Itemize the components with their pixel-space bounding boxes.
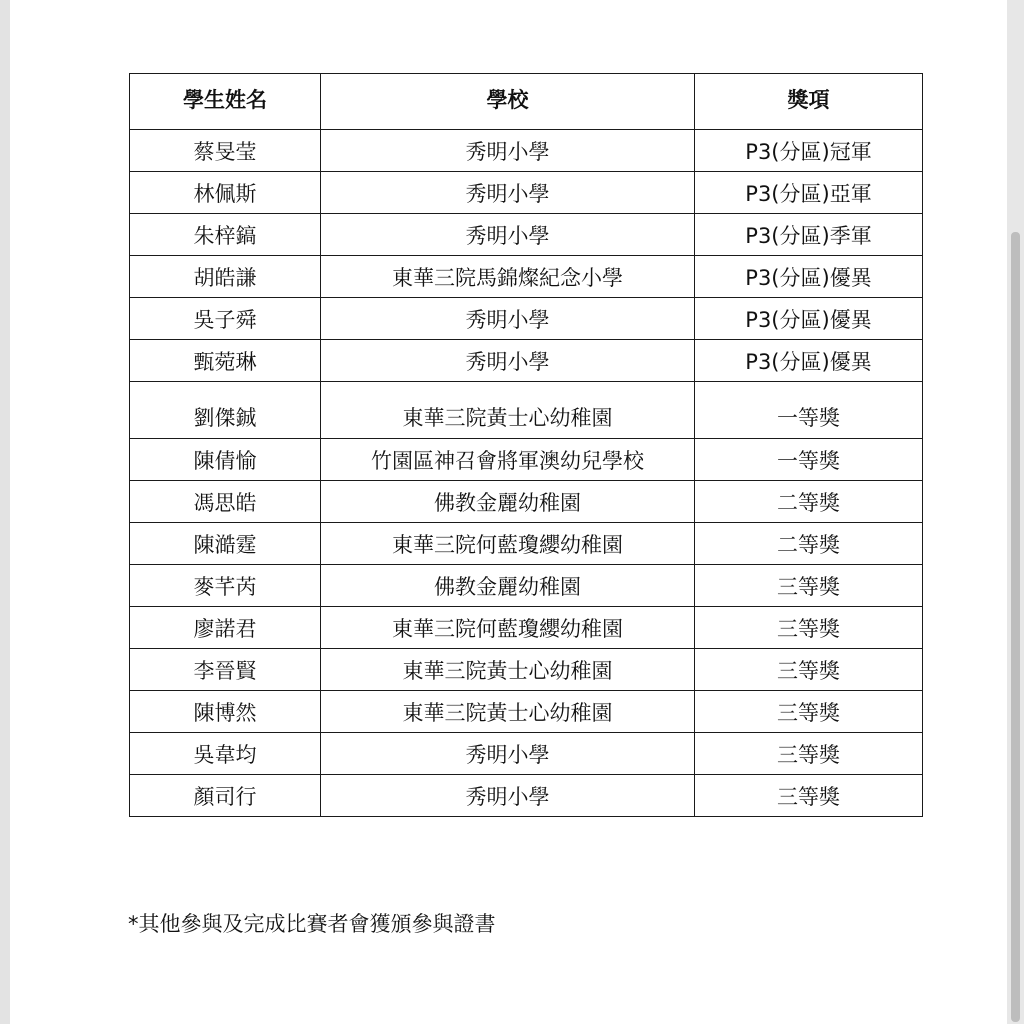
cell-school: 秀明小學 bbox=[321, 172, 695, 214]
header-student-name: 學生姓名 bbox=[130, 74, 321, 130]
cell-student-name: 吳韋均 bbox=[130, 733, 321, 775]
cell-student-name: 陳倩愉 bbox=[130, 439, 321, 481]
cell-award: P3(分區)冠軍 bbox=[695, 130, 923, 172]
cell-award: 一等獎 bbox=[695, 382, 923, 439]
cell-student-name: 陳澔霆 bbox=[130, 523, 321, 565]
cell-school: 東華三院黃士心幼稚園 bbox=[321, 382, 695, 439]
table-row bbox=[130, 565, 923, 607]
vertical-scrollbar[interactable] bbox=[1007, 0, 1024, 1024]
cell-student-name: 顏司行 bbox=[130, 775, 321, 817]
cell-award: P3(分區)季軍 bbox=[695, 214, 923, 256]
cell-award: P3(分區)優異 bbox=[695, 298, 923, 340]
table-row bbox=[130, 382, 923, 439]
cell-school: 秀明小學 bbox=[321, 298, 695, 340]
table-row bbox=[130, 298, 923, 340]
cell-school: 東華三院黃士心幼稚園 bbox=[321, 691, 695, 733]
scrollbar-thumb[interactable] bbox=[1011, 232, 1020, 1022]
cell-award: 三等獎 bbox=[695, 649, 923, 691]
results-table bbox=[129, 73, 923, 817]
cell-student-name: 朱梓鎬 bbox=[130, 214, 321, 256]
cell-student-name: 胡皓謙 bbox=[130, 256, 321, 298]
table-row bbox=[130, 691, 923, 733]
cell-school: 東華三院馬錦燦紀念小學 bbox=[321, 256, 695, 298]
cell-student-name: 李晉賢 bbox=[130, 649, 321, 691]
cell-student-name: 廖諾君 bbox=[130, 607, 321, 649]
cell-award: 一等獎 bbox=[695, 439, 923, 481]
cell-school: 秀明小學 bbox=[321, 733, 695, 775]
cell-student-name: 林佩斯 bbox=[130, 172, 321, 214]
table-row bbox=[130, 481, 923, 523]
cell-student-name: 麥芊芮 bbox=[130, 565, 321, 607]
cell-school: 秀明小學 bbox=[321, 340, 695, 382]
cell-award: P3(分區)優異 bbox=[695, 256, 923, 298]
table-row bbox=[130, 256, 923, 298]
cell-school: 東華三院黃士心幼稚園 bbox=[321, 649, 695, 691]
cell-student-name: 甄菀琳 bbox=[130, 340, 321, 382]
cell-award: P3(分區)亞軍 bbox=[695, 172, 923, 214]
cell-school: 佛教金麗幼稚園 bbox=[321, 565, 695, 607]
cell-school: 秀明小學 bbox=[321, 214, 695, 256]
cell-award: 三等獎 bbox=[695, 775, 923, 817]
table-row bbox=[130, 130, 923, 172]
table-row bbox=[130, 649, 923, 691]
cell-student-name: 劉傑鋮 bbox=[130, 382, 321, 439]
table-row bbox=[130, 775, 923, 817]
cell-student-name: 吳子舜 bbox=[130, 298, 321, 340]
cell-school: 秀明小學 bbox=[321, 130, 695, 172]
cell-school: 佛教金麗幼稚園 bbox=[321, 481, 695, 523]
cell-school: 秀明小學 bbox=[321, 775, 695, 817]
cell-student-name: 馮思皓 bbox=[130, 481, 321, 523]
document-page bbox=[10, 0, 1007, 1024]
cell-school: 竹園區神召會將軍澳幼兒學校 bbox=[321, 439, 695, 481]
table-row bbox=[130, 439, 923, 481]
header-award: 獎項 bbox=[695, 74, 923, 130]
cell-award: 二等獎 bbox=[695, 523, 923, 565]
table-row bbox=[130, 607, 923, 649]
cell-award: 三等獎 bbox=[695, 607, 923, 649]
cell-student-name: 陳博然 bbox=[130, 691, 321, 733]
cell-award: 三等獎 bbox=[695, 691, 923, 733]
cell-student-name: 蔡旻莹 bbox=[130, 130, 321, 172]
table-row bbox=[130, 733, 923, 775]
table-row bbox=[130, 523, 923, 565]
footnote: *其他參與及完成比賽者會獲頒參與證書 bbox=[128, 912, 496, 936]
cell-award: 三等獎 bbox=[695, 733, 923, 775]
table-row bbox=[130, 214, 923, 256]
table-row bbox=[130, 340, 923, 382]
cell-award: 二等獎 bbox=[695, 481, 923, 523]
cell-award: 三等獎 bbox=[695, 565, 923, 607]
table-row bbox=[130, 172, 923, 214]
cell-school: 東華三院何藍瓊纓幼稚園 bbox=[321, 523, 695, 565]
table-header-row bbox=[130, 74, 923, 130]
header-school: 學校 bbox=[321, 74, 695, 130]
cell-award: P3(分區)優異 bbox=[695, 340, 923, 382]
cell-school: 東華三院何藍瓊纓幼稚園 bbox=[321, 607, 695, 649]
